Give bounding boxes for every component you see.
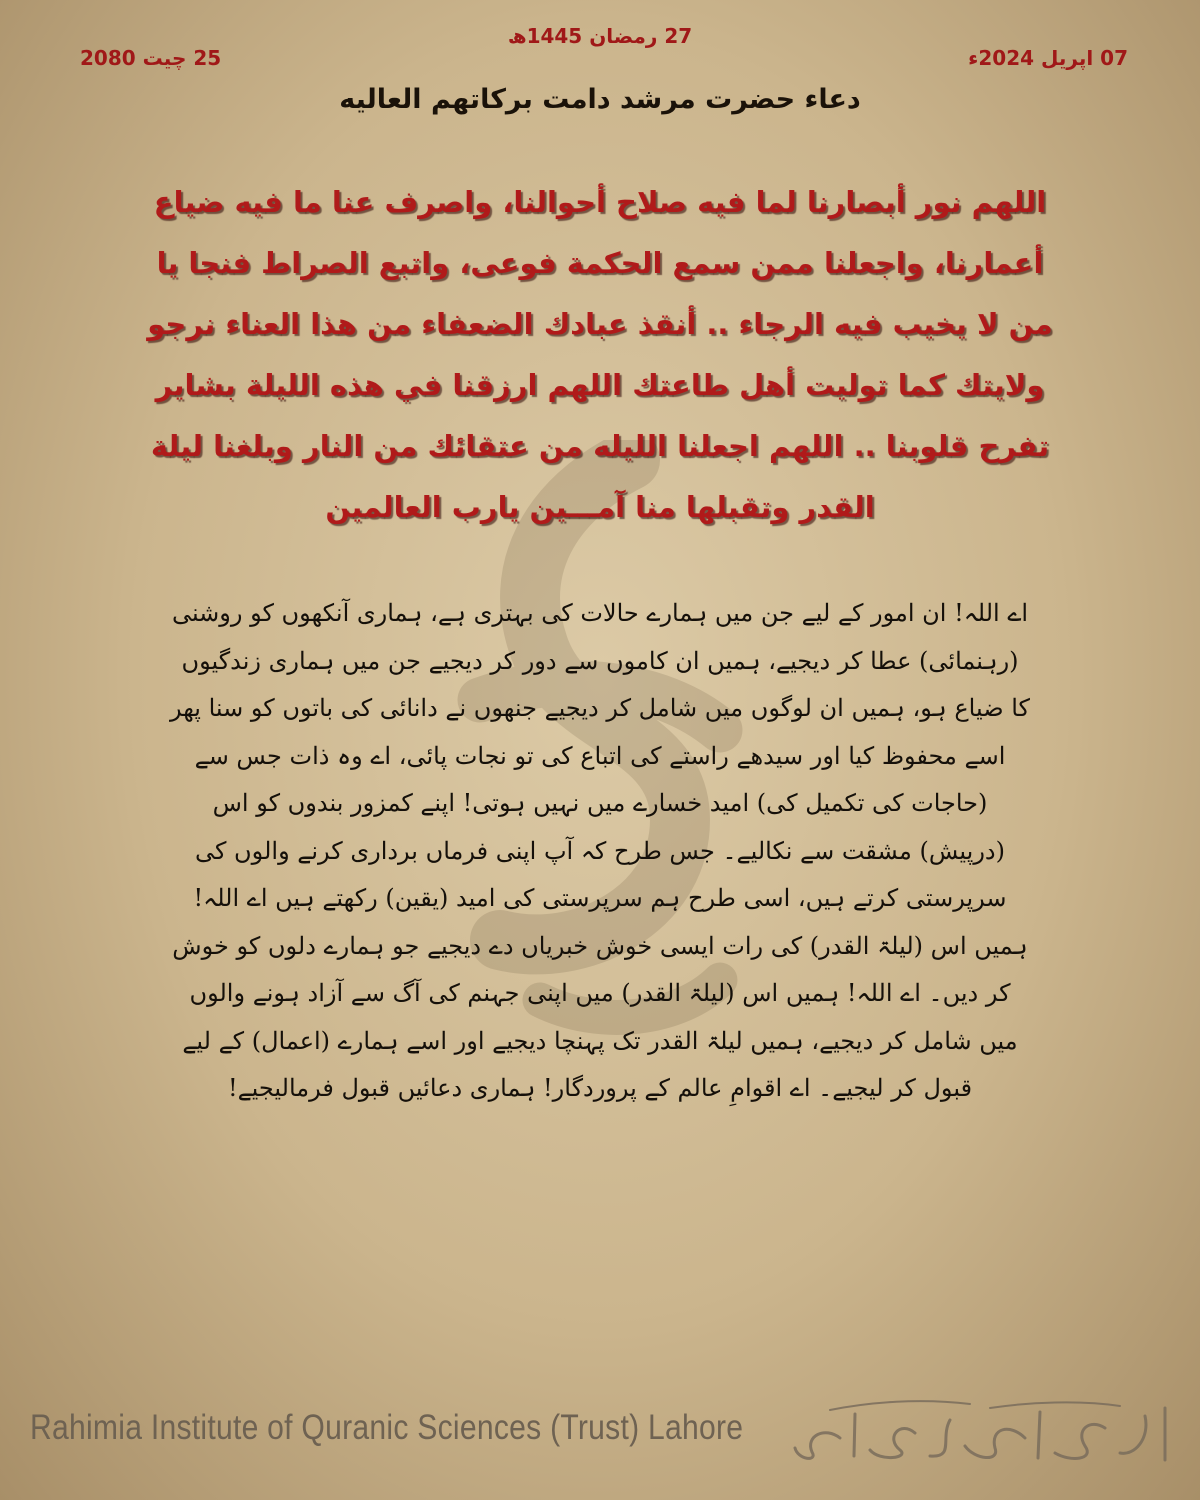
page-title: دعاء حضرت مرشد دامت برکاتهم العالیه: [339, 84, 861, 115]
institute-calligraphy-logo: [790, 1398, 1180, 1468]
institute-name: Rahimia Institute of Quranic Sciences (Trust) Lahore: [30, 1408, 744, 1447]
hijri-date: 27 رمضان 1445ھ: [507, 24, 693, 48]
desi-date: 25 چیت 2080: [80, 46, 222, 70]
arabic-dua: اللهم نور أبصارنا لما فيه صلاح أحوالنا، واصرف عنا ما فيه ضياع أعمارنا، واجعلنا ممن سمع الحكمة فوعى، واتبع الصراط فنجا يا من لا يخيب فيه الرجاء .. أنقذ عبادك الضعفاء من هذا العناء نرجو ولايتك كما توليت أهل طاعتك اللهم ارزقنا في هذه الليلة بشاير تفرح قلوبنا .. اللهم اجعلنا الليله من عتقائك من النار وبلغنا ليلة القدر وتقبلها منا آمـــين يارب العالمين: [147, 185, 1053, 524]
gregorian-date: 07 اپریل 2024ء: [968, 46, 1128, 70]
urdu-translation: اے اللہ! ان امور کے لیے جن میں ہمارے حالات کی بہتری ہے، ہماری آنکھوں کو روشنی (رہنمائی) عطا کر دیجیے، ہمیں ان کاموں سے دور کر دیجیے جن میں ہماری زندگیوں کا ضیاع ہو، ہمیں ان لوگوں میں شامل کر دیجیے جنھوں نے دانائی کی باتوں کو سنا پھر اسے محفوظ کیا اور سیدھے راستے کی اتباع کی تو نجات پائی، اے وہ ذات جس سے (حاجات کی تکمیل کی) امید خسارے میں نہیں ہوتی! اپنے کمزور بندوں کو اس (درپیش) مشقت سے نکالیے۔ جس طرح کہ آپ اپنی فرماں برداری کرنے والوں کی سرپرستی کرتے ہیں، اسی طرح ہم سرپرستی کی امید (یقین) رکھتے ہیں اے اللہ! ہمیں اس (لیلۃ القدر) کی رات ایسی خوش خبریاں دے دیجیے جو ہمارے دلوں کو خوش کر دیں۔ اے اللہ! ہمیں اس (لیلۃ القدر) میں اپنی جہنم کی آگ سے آزاد ہونے والوں میں شامل کر دیجیے، ہمیں لیلۃ القدر تک پہنچا دیجیے اور اسے ہمارے (اعمال) کے لیے قبول کر لیجیے۔ اے اقوامِ عالم کے پروردگار! ہماری دعائیں قبول فرمالیجیے!: [170, 599, 1030, 1102]
